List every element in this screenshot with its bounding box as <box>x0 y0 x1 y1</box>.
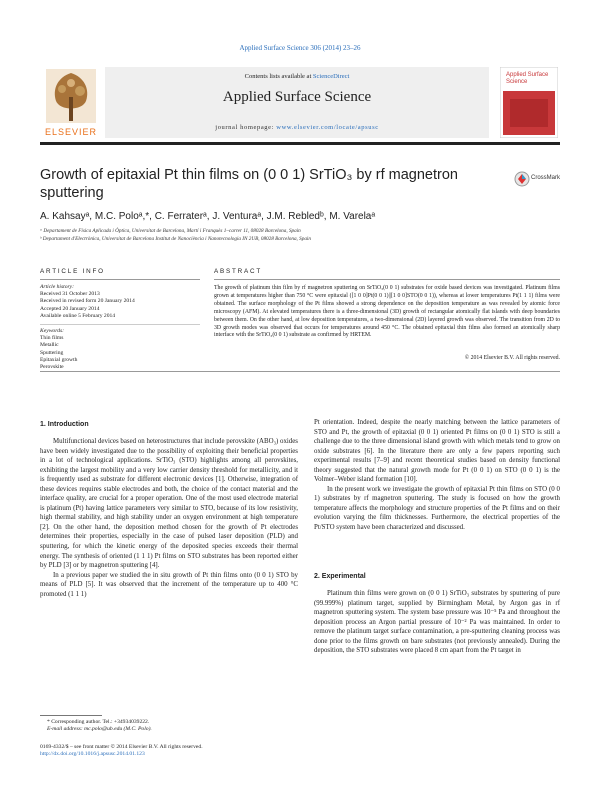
paragraph: In a previous paper we studied the in situ growth of Pt thin films onto (0 0 1) STO by means of PLD [5]. It was observed that the increment of the temperature up to 400 °C promoted (1 1 1) <box>40 571 298 598</box>
paragraph: In the present work we investigate the growth of epitaxial Pt thin films on STO (0 0 1) substrates by rf magnetron sputtering. The study is focused on how the growth temperature affects the morphology and structure properties of the Pt films and on their evolution varying the film thicknesses. Furthermore, the electrical properties of the Pt/STO system have been characterized and discussed. <box>314 485 560 532</box>
section-heading-introduction: 1. Introduction <box>40 421 89 428</box>
footnotes <box>47 719 297 734</box>
section-heading-experimental: 2. Experimental <box>314 573 366 580</box>
elsevier-wordmark: ELSEVIER <box>44 127 98 137</box>
right-column <box>314 418 560 533</box>
contents-prefix: Contents lists available at <box>244 73 313 80</box>
crossmark-badge[interactable] <box>514 170 562 193</box>
received-date: Received 31 October 2013 <box>40 291 100 298</box>
keyword: Perovskite <box>40 364 64 371</box>
keywords-block <box>40 328 200 371</box>
email-note[interactable]: E-mail address: mc.polo@ub.edu (M.C. Polo). <box>47 726 152 733</box>
keyword: Sputtering <box>40 349 64 356</box>
revised-date: Received in revised form 20 January 2014 <box>40 298 135 305</box>
accepted-date: Accepted 20 January 2014 <box>40 305 100 312</box>
issn-block <box>40 744 340 759</box>
journal-homepage <box>105 124 489 131</box>
affiliation-b: ᵇ Departament d'Electrònica, Universitat de Barcelona Institut de Nanociència i Nanotecnologia IN 2UB, 08028 Barcelona, Spain <box>40 236 311 242</box>
paragraph: Pt orientation. Indeed, despite the nearly matching between the lattice parameters of STO and Pt, the growth of epitaxial (0 0 1) oriented Pt films on (0 0 1) STO is still a challenge due to the three dimensional island growth with which metals tend to grow on oxide substrates [6]. In the literature there are only a few papers reporting such experimental results [7–9] and recent theoretical studies based on density functional theory suggested that the natural growth mode for Pt (0 0 1) on STO (0 0 1) is the Volmer–Weber island formation [10]. <box>314 419 560 484</box>
author-list: A. Kahsayᵃ, M.C. Poloᵃ,*, C. Ferraterᵃ, J. Venturaᵃ, J.M. Rebledᵇ, M. Varelaᵃ <box>40 211 376 222</box>
article-info-heading: ARTICLE INFO <box>40 268 105 275</box>
header-rule <box>40 142 560 145</box>
keywords-label: Keywords: <box>40 328 65 334</box>
history-label: Article history: <box>40 284 75 290</box>
paragraph: Multifunctional devices based on heterostructures that include perovskite (ABO₃) oxides have been widely investigated due to the possibility of exploiting their beneficial properties in a lot of technological applications. SrTiO₃ (STO) highlights among all perovskites, exhibiting the largest mobility and a very low carrier density threshold for metallicity, and it is frequently used as substrate for different electronic devices [1]. Otherwise, integration of these devices requires stable electrodes and both, the choice of the contact material and the interface quality, are crucial for a proper operation. One of the most used electrode material is platinum (Pt) having lattice parameters very similar to STO, because of its low resistivity, high thermal stability, and high stability under an oxygen environment at high temperature [2]. On the other hand, the deposition method chosen for the growth of Pt electrodes determines their properties, especially in the case of pulsed laser deposition (PLD) and sputtering, for which the kinetic energy of the deposited species exceeds their thermal energy. The synthesis of oriented (1 1 1) Pt films on STO substrates has been reported either by PLD [3] or by magnetron sputtering [4]. <box>40 438 298 570</box>
abstract-copyright: © 2014 Elsevier B.V. All rights reserved. <box>464 355 560 361</box>
title-line-2: sputtering <box>40 185 104 201</box>
keyword: Epitaxial growth <box>40 356 78 363</box>
article-history <box>40 284 200 320</box>
journal-title: Applied Surface Science <box>222 89 372 105</box>
journal-citation[interactable]: Applied Surface Science 306 (2014) 23–26 <box>239 44 361 52</box>
experimental-column <box>314 589 560 656</box>
homepage-prefix: journal homepage: <box>215 124 277 131</box>
history-divider <box>40 324 200 325</box>
issn-line: 0169-4332/$ – see front matter © 2014 Elsevier B.V. All rights reserved. <box>40 744 203 750</box>
article-info-rule <box>40 279 200 280</box>
contents-line <box>105 73 489 80</box>
online-date: Available online 5 February 2014 <box>40 312 116 319</box>
sciencedirect-link[interactable]: ScienceDirect <box>312 73 350 80</box>
paragraph: Platinum thin films were grown on (0 0 1) SrTiO₃ substrates by sputtering of pure (99.999%) platinum target, supplied by Birmingham Metal, by Argon gas in rf magnetron sputtering system. The system base pressure was 10⁻⁵ Pa and throughout the deposition process an Argon partial pressure of 10⁻² Pa was maintained. In order to remove the platinum target surface contamination, a pre-sputtering cleaning process was done prior to the films growth on bare substrates (not previously annealed). During the deposition, the STO substrates were placed 8 cm apart from the Pt target in <box>314 590 560 655</box>
title-line-1: Growth of epitaxial Pt thin films on (0 0 1) SrTiO₃ by rf magnetron <box>40 167 458 183</box>
doi-link[interactable]: http://dx.doi.org/10.1016/j.apsusc.2014.01.123 <box>40 751 145 758</box>
abstract-rule <box>214 279 560 280</box>
keyword: Metallic <box>40 342 59 349</box>
abstract-text: The growth of platinum thin film by rf magnetron sputtering on SrTiO₃(0 0 1) substrates for oxide based devices was investigated. Platinum films grown at temperatures higher than 750 °C were epitaxial ([1 0 0]Pt(0 0 1)||[1 0 0]STO(0 0 1)), whereas at lower temperatures Pt(1 1 1) films were obtained. The surface morphology of the Pt films showed a strong dependence on the deposition temperature as was revealed by atomic force microscopy (AFM). At elevated temperatures there is a three-dimensional (3D) growth of rectangular atomically flat islands with deep boundaries between them. On the other hand, at low deposition temperatures, a two-dimensional (2D) layered growth was observed. The transition from 2D to 3D growth modes was observed that occurs for temperatures around 450 °C. The obtained epitaxial thin films also formed an atomically sharp interface with the SrTiO₃(0 0 1) substrate as confirmed by HRTEM. <box>214 285 560 339</box>
abstract-bottom-rule <box>40 371 560 372</box>
keyword: Thin films <box>40 335 64 342</box>
left-column <box>40 437 298 599</box>
footnote-rule <box>40 715 102 716</box>
cover-title: Applied Surface Science <box>506 72 549 85</box>
corresponding-author-note: * Corresponding author. Tel.: +34934039222. <box>47 719 150 725</box>
crossmark-label: CrossMark <box>531 175 561 181</box>
abstract-heading: ABSTRACT <box>214 268 262 275</box>
article-title <box>40 166 480 202</box>
homepage-link[interactable]: www.elsevier.com/locate/apsusc <box>276 124 379 131</box>
affiliation-a: ᵃ Departament de Física Aplicada i Òptica, Universitat de Barcelona, Martí i Franquès 1–carrer 11, 08028 Barcelona, Spain <box>40 228 301 234</box>
